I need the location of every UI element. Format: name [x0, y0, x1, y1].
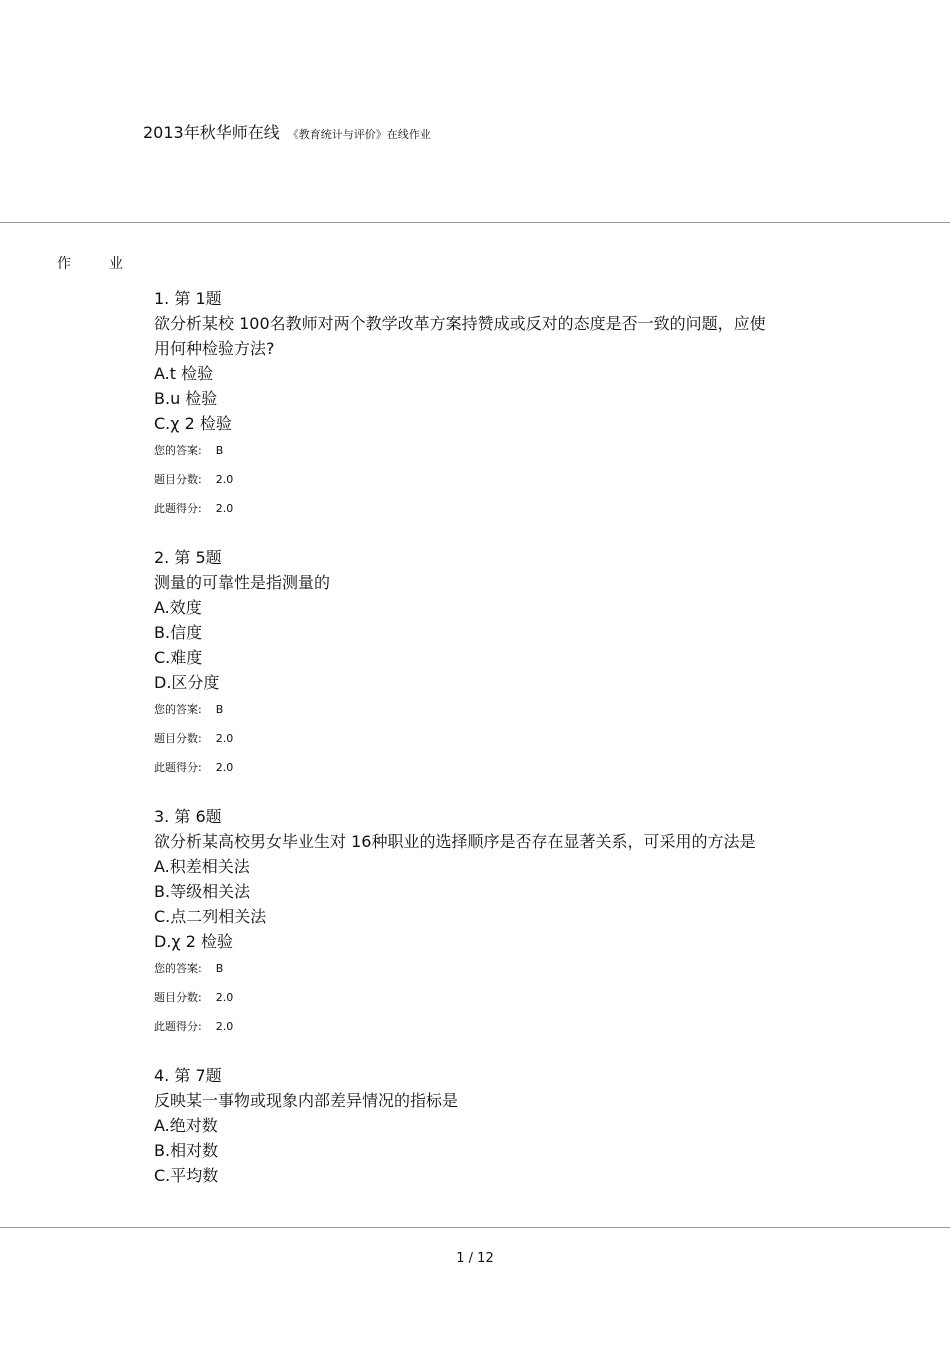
question-2	[154, 545, 794, 782]
your-answer-row	[154, 695, 794, 724]
section-label-left: 作	[57, 256, 71, 272]
question-score-value: 2.0	[215, 991, 234, 1004]
question-title: 3. 第 6题	[154, 807, 222, 826]
option-a: A.t 检验	[154, 364, 214, 383]
option-c: C.难度	[154, 648, 203, 667]
your-answer-label: 您的答案:	[154, 703, 202, 716]
question-score-value: 2.0	[215, 732, 234, 745]
score-obtained-label: 此题得分:	[154, 761, 202, 774]
option-b: B.u 检验	[154, 389, 218, 408]
question-text: 欲分析某校 100名教师对两个教学改革方案持赞成或反对的态度是否一致的问题，应使用何种检验方法?	[154, 314, 766, 358]
question-score-value: 2.0	[215, 473, 234, 486]
option-a: A.积差相关法	[154, 857, 250, 876]
your-answer-label: 您的答案:	[154, 962, 202, 975]
score-obtained-row	[154, 753, 794, 782]
option-b: B.相对数	[154, 1141, 219, 1160]
question-3	[154, 804, 794, 1041]
your-answer-row	[154, 436, 794, 465]
score-obtained-value: 2.0	[215, 1020, 234, 1033]
question-4	[154, 1063, 794, 1188]
your-answer-value: B	[215, 962, 224, 975]
question-title: 2. 第 5题	[154, 548, 222, 567]
score-obtained-label: 此题得分:	[154, 502, 202, 515]
option-b: B.信度	[154, 623, 203, 642]
document-title-sub: 《教育统计与评价》在线作业	[287, 128, 431, 141]
top-divider	[0, 222, 950, 223]
question-score-label: 题目分数:	[154, 473, 202, 486]
score-obtained-row	[154, 1012, 794, 1041]
question-list	[154, 286, 794, 1210]
option-b: B.等级相关法	[154, 882, 251, 901]
document-title-main: 2013年秋华师在线	[143, 123, 280, 142]
option-c: C.χ 2 检验	[154, 414, 232, 433]
question-1	[154, 286, 794, 523]
score-obtained-value: 2.0	[215, 761, 234, 774]
document-title	[143, 120, 431, 143]
question-text: 反映某一事物或现象内部差异情况的指标是	[154, 1091, 459, 1110]
page-number: 1 / 12	[456, 1251, 494, 1266]
option-a: A.效度	[154, 598, 202, 617]
question-text: 测量的可靠性是指测量的	[154, 573, 331, 592]
score-obtained-value: 2.0	[215, 502, 234, 515]
question-score-label: 题目分数:	[154, 991, 202, 1004]
your-answer-label: 您的答案:	[154, 444, 202, 457]
question-score-row	[154, 983, 794, 1012]
option-d: D.χ 2 检验	[154, 932, 234, 951]
option-c: C.平均数	[154, 1166, 219, 1185]
question-score-label: 题目分数:	[154, 732, 202, 745]
section-label-right: 业	[109, 256, 123, 272]
section-label	[57, 253, 123, 273]
question-title: 1. 第 1题	[154, 289, 222, 308]
question-title: 4. 第 7题	[154, 1066, 222, 1085]
option-a: A.绝对数	[154, 1116, 218, 1135]
your-answer-value: B	[215, 444, 224, 457]
question-score-row	[154, 724, 794, 753]
score-obtained-row	[154, 494, 794, 523]
question-score-row	[154, 465, 794, 494]
option-d: D.区分度	[154, 673, 220, 692]
your-answer-value: B	[215, 703, 224, 716]
score-obtained-label: 此题得分:	[154, 1020, 202, 1033]
your-answer-row	[154, 954, 794, 983]
option-c: C.点二列相关法	[154, 907, 267, 926]
bottom-divider	[0, 1227, 950, 1228]
question-text: 欲分析某高校男女毕业生对 16种职业的选择顺序是否存在显著关系，可采用的方法是	[154, 832, 756, 851]
